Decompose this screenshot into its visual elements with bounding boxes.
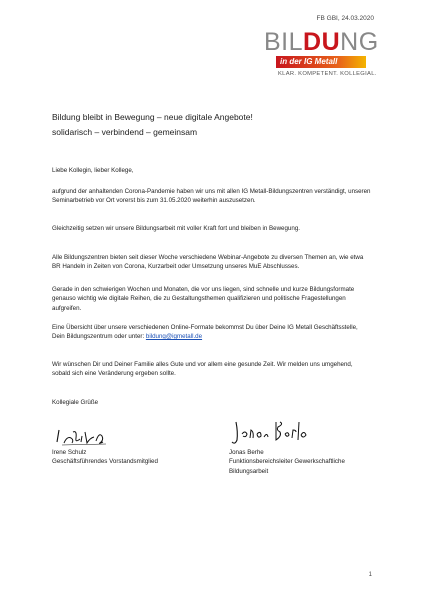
paragraph-4 (52, 285, 372, 313)
paragraph-6-text: Wir wünschen Dir und Deiner Familie alles Gute und vor allem eine gesunde Zeit. Wir melden uns umgehend, sobald sich eine Veränderung ergeben sollte. (52, 361, 353, 378)
paragraph-1-text: aufgrund der anhaltenden Corona-Pandemie haben wir uns mit allen IG Metall-Bildungszentren verständigt, unseren Seminarbetrieb vor Ort vorerst bis zum 31.05.2020 weiterhin auszusetzen. (52, 188, 371, 205)
signatory-2 (229, 448, 369, 476)
paragraph-3 (52, 253, 372, 272)
signatory-2-name: Jonas Berhe (229, 449, 264, 456)
logo-prefix: BIL (264, 28, 304, 56)
bildung-email-link[interactable]: bildung@igmetall.de (145, 333, 203, 341)
logo-highlight: DU (303, 28, 341, 56)
closing: Kollegiale Grüße (52, 399, 99, 406)
signatory-1 (52, 448, 192, 467)
paragraph-6 (52, 360, 372, 379)
signature-jonas-berhe (230, 418, 310, 448)
subject-line-1: Bildung bleibt in Bewegung – neue digitale Angebote! (52, 112, 253, 122)
signatory-1-name: Irene Schulz (52, 449, 87, 456)
document-date-reference: FB GBI, 24.03.2020 (316, 15, 374, 22)
salutation: Liebe Kollegin, lieber Kollege, (52, 167, 134, 174)
bildung-logo (264, 28, 379, 88)
signature-irene-schulz (54, 424, 114, 448)
subject-line-2: solidarisch – verbindend – gemeinsam (52, 127, 198, 137)
paragraph-2-text: Gleichzeitig setzen wir unsere Bildungsarbeit mit voller Kraft fort und bleiben in Bewegung. (52, 225, 300, 232)
paragraph-5-text (52, 323, 372, 342)
paragraph-5 (52, 323, 372, 342)
logo-band: in der IG Metall (276, 56, 366, 68)
logo-suffix: NG (340, 28, 379, 56)
logo-wordmark (264, 30, 379, 55)
paragraph-2 (52, 224, 372, 233)
paragraph-3-text: Alle Bildungszentren bieten seit dieser Woche verschiedene Webinar-Angebote zu diversen Themen an, wie etwa BR Handeln in Zeiten von Corona, Kurzarbeit oder Umsetzung unseres MuE Abschlusses. (52, 254, 364, 271)
logo-tagline: KLAR. KOMPETENT. KOLLEGIAL. (278, 71, 377, 77)
paragraph-4-text: Gerade in den schwierigen Wochen und Monaten, die vor uns liegen, sind schnelle und kurze Bildungsformate genauso wichtig wie digitale Reihen, die zu Gestaltungsthemen qualifizieren und politische Fragestellungen aufgreifen. (52, 286, 355, 312)
page-number: 1 (368, 572, 372, 578)
signatory-2-title: Funktionsbereichsleiter Gewerkschaftliche Bildungsarbeit (229, 458, 345, 475)
signatory-1-title: Geschäftsführendes Vorstandsmitglied (52, 458, 158, 466)
paragraph-5-body: Eine Übersicht über unsere verschiedenen Online-Formate bekommst Du über Deine IG Metall Geschäftsstelle, Dein Bildungszentrum oder unter: (52, 324, 358, 341)
paragraph-1 (52, 187, 372, 206)
